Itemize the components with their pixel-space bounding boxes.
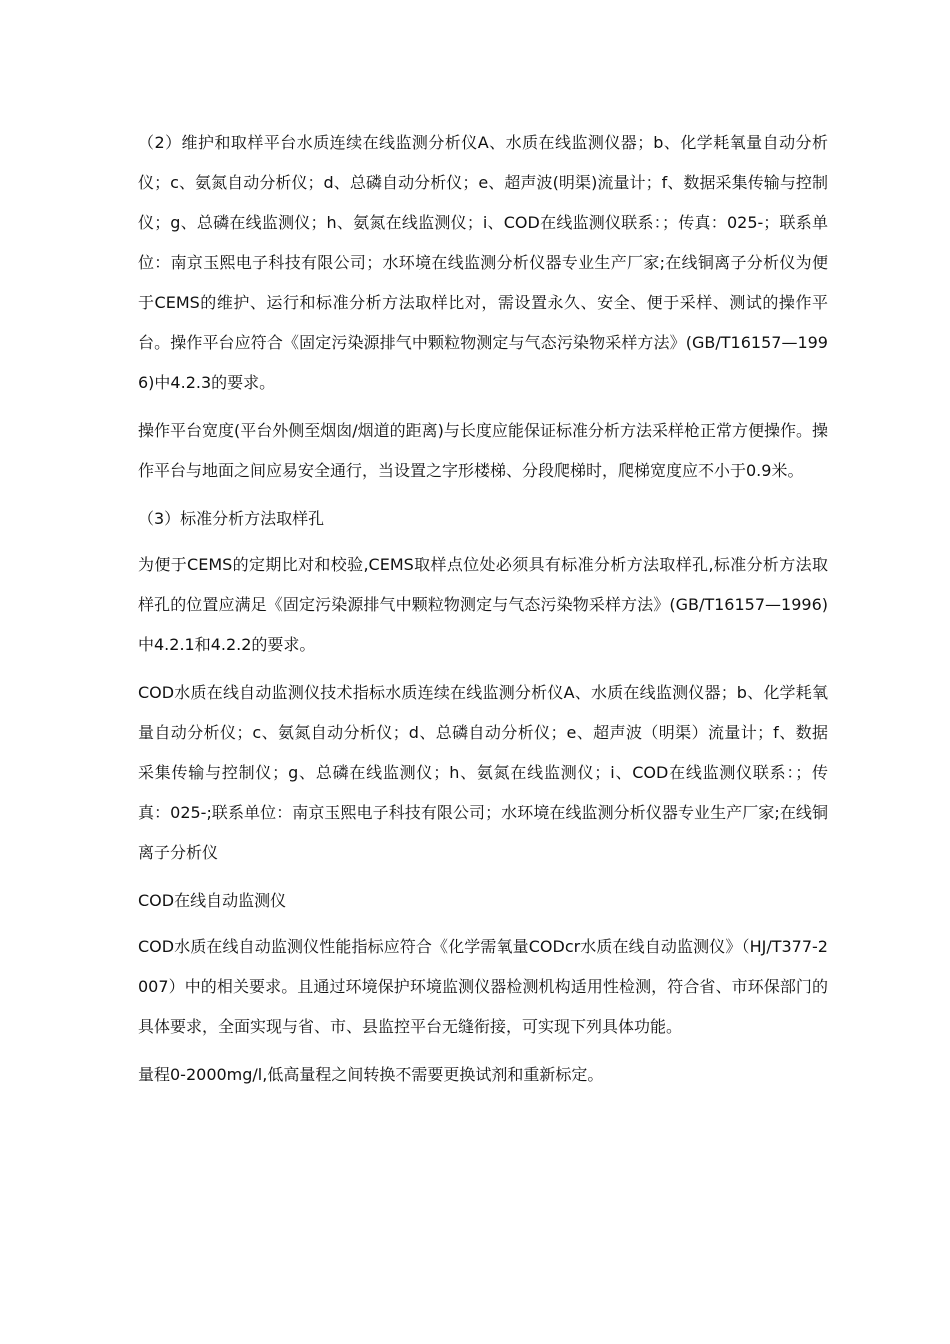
- section-heading-sampling-hole: （3）标准分析方法取样孔: [138, 509, 325, 528]
- paragraph-range: 量程0-2000mg/l,低高量程之间转换不需要更换试剂和重新标定。: [138, 1065, 604, 1084]
- document-page: [138, 123, 828, 1103]
- paragraph-platform-width: 操作平台宽度(平台外侧至烟囱/烟道的距离)与长度应能保证标准分析方法采样枪正常方便操作。操作平台与地面之间应易安全通行，当设置之字形楼梯、分段爬梯时，爬梯宽度应不小于0.9米。: [138, 421, 828, 480]
- paragraph-sampling-hole: 为便于CEMS的定期比对和校验,CEMS取样点位处必须具有标准分析方法取样孔,标准分析方法取样孔的位置应满足《固定污染源排气中颗粒物测定与气态污染物采样方法》(GB/T16157—1996)中4.2.1和4.2.2的要求。: [138, 555, 828, 654]
- paragraph-maintenance-platform: （2）维护和取样平台水质连续在线监测分析仪A、水质在线监测仪器；b、化学耗氧量自动分析仪；c、氨氮自动分析仪；d、总磷自动分析仪；e、超声波(明渠)流量计；f、数据采集传输与控制仪；g、总磷在线监测仪；h、氨氮在线监测仪；i、COD在线监测仪联系：；传真：025-；联系单位：南京玉熙电子科技有限公司；水环境在线监测分析仪器专业生产厂家;在线铜离子分析仪为便于CEMS的维护、运行和标准分析方法取样比对，需设置永久、安全、便于采样、测试的操作平台。操作平台应符合《固定污染源排气中颗粒物测定与气态污染物采样方法》(GB/T16157—1996)中4.2.3的要求。: [138, 133, 828, 392]
- paragraph-cod-technical-indicators: COD水质在线自动监测仪技术指标水质连续在线监测分析仪A、水质在线监测仪器；b、化学耗氧量自动分析仪；c、氨氮自动分析仪；d、总磷自动分析仪；e、超声波（明渠）流量计；f、数据采集传输与控制仪；g、总磷在线监测仪；h、氨氮在线监测仪；i、COD在线监测仪联系：；传真：025-;联系单位：南京玉熙电子科技有限公司；水环境在线监测分析仪器专业生产厂家;在线铜离子分析仪: [138, 683, 828, 862]
- paragraph-cod-performance: COD水质在线自动监测仪性能指标应符合《化学需氧量CODcr水质在线自动监测仪》（HJ/T377-2007）中的相关要求。且通过环境保护环境监测仪器检测机构适用性检测，符合省、市环保部门的具体要求，全面实现与省、市、县监控平台无缝衔接，可实现下列具体功能。: [138, 937, 828, 1036]
- section-heading-cod-monitor: COD在线自动监测仪: [138, 891, 287, 910]
